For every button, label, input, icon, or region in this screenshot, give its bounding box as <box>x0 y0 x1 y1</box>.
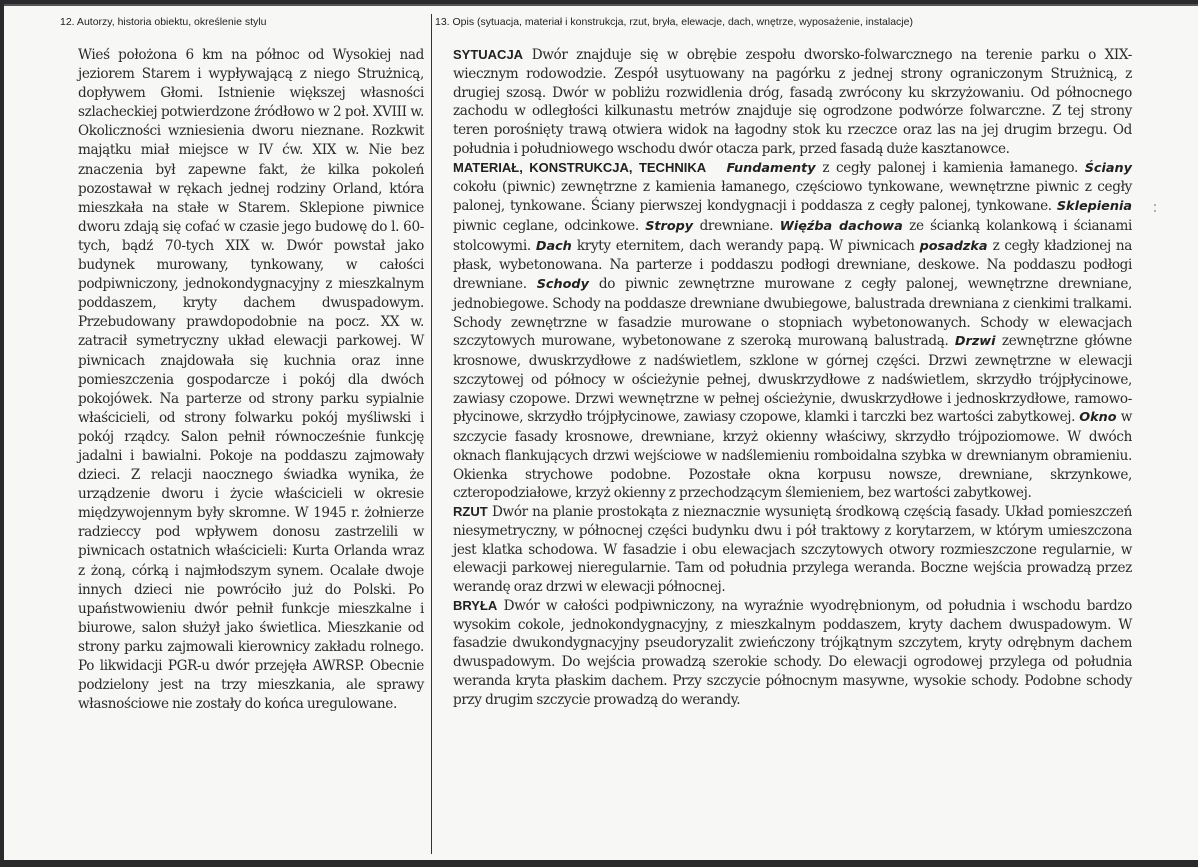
plan-text: Dwór na planie prostokąta z nieznacznie wysuniętą środkową częścią fasady. Układ pomieszczeń niesymetryczny, w północnej części budynku dwu i pół traktowy z korytarzem, w którym umieszczona jest klatka schodowa. W fasadzie i obu elewacjach szczytowych otwory rozmieszczone regularnie, w elewacji parkowej nieregularnie. Tam od południa przylega weranda. Boczne wejścia prowadzą przez werandę oraz drzwi w elewacji północnej. <box>453 504 1132 595</box>
material-text: z cegły kładzionej na płask, wybetonowana. Na parterze i poddaszu podłogi drewniane, deskowe. Na poddaszu podłogi drewniane. <box>453 237 1133 292</box>
material-text: w szczycie fasady krosnowe, drewniane, krzyż okienny właściwy, skrzydło trójpoziomowe. W dwóch oknach flankujących drzwi wejściowe w nadślemieniu romboidalna szybka w drewnianym obramieniu. Okienka strychowe podobne. Pozostałe okna korpusu nowsze, drewniane, skrzynkowe, czteropodziałowe, krzyż okienny z przechodzącym ślemieniem, bez wartości zabytkowej. <box>453 409 1132 502</box>
scan-speck <box>1154 210 1156 212</box>
keyword-sklepienia: Sklepienia <box>1056 199 1132 214</box>
keyword-posadzka: posadzka <box>919 238 988 254</box>
material-text: piwnic ceglane, odcinkowe. <box>453 217 646 234</box>
situation-label: SYTUACJA <box>453 47 524 62</box>
material-text: z cegły palonej i kamienia łamanego. <box>815 159 1085 176</box>
situation-paragraph <box>453 46 1132 159</box>
material-paragraph <box>453 159 1132 504</box>
material-text: ze ścianką kolankową i ścianami stolcowymi. <box>453 217 1133 254</box>
keyword-wiezba-dachowa: Więźba dachowa <box>779 218 903 234</box>
keyword-schody: Schody <box>536 277 589 292</box>
keyword-okno: Okno <box>1079 410 1117 426</box>
description-column <box>453 46 1132 709</box>
massing-text: Dwór w całości podpiwniczony, na wyraźnie wyodrębnionym, od południa i wschodu bardzo wysokim cokole, jednokondygnacyjny, z mieszkalnym poddaszem, kryty dachem dwuspadowym. W fasadzie dwukondygnacyjny pseudoryzalit zwieńczony trójkątnym szczytem, kryty odrębnym dachem dwuspadowym. Do wejścia prowadzą szerokie schody. Do elewacji ogrodowej przylega od południa weranda kryta płaskim dachem. Przy szczycie północnym masywne, wysokie schody. Podobne schody przy drugim szczycie prowadzą do werandy. <box>453 597 1132 708</box>
keyword-sciany: Ściany <box>1084 160 1132 176</box>
keyword-fundamenty: Fundamenty <box>726 160 816 176</box>
keyword-dach: Dach <box>535 238 572 254</box>
section-13-header: 13. Opis (sytuacja, materiał i konstrukcja, rzut, bryła, elewacje, dach, wnętrze, wyposażenie, instalacje) <box>435 16 913 28</box>
document-page <box>4 4 1198 860</box>
scan-speck <box>1154 204 1156 206</box>
situation-text: Dwór znajduje się w obrębie zespołu dworsko-folwarcznego na terenie parku o XIX-wiecznym rodowodzie. Zespół usytuowany na pagórku z jednej strony ograniczonym Strużnicą, z drugiej szosą. Dwór w pobliżu rozwidlenia dróg, fasadą zwrócony ku skrzyżowaniu. Od północnego zachodu w odległości kilkunastu metrów znajduje się ogrodzone podwórze folwarczne. Z tej strony teren porośnięty trawą otwiera widok na łagodny stok ku rzeczce oraz las na jej drugim brzegu. Od południa i południowego wschodu dwór otacza park, przed fasadą duże kasztanowce. <box>453 47 1132 157</box>
material-text: zewnętrzne główne krosnowe, dwuskrzydłowe z nadświetlem, szklone w górnej części. Drzwi zewnętrzne w elewacji szczytowej od północy w ościeżynie pełnej, dwuskrzydłowe z nadświetlem, skrzydło trójpłycinowe, zawiasy czopowe. Drzwi wewnętrzne w pełnej ościeżynie, dwuskrzydłowe i jednoskrzydłowe, ramowo-płycinowe, skrzydło trójpłycinowe, zawiasy czopowe, klamki i tarczki bez wartości zabytkowej. <box>453 333 1132 426</box>
material-text: cokołu (piwnic) zewnętrzne z kamienia łamanego, częściowo tynkowane, wewnętrzne piwnic z cegły palonej, tynkowane. Ściany pierwszej kondygnacji i poddasza z cegły palonej, tynkowane. <box>453 179 1132 214</box>
material-text: do piwnic zewnętrzne murowane z cegły palonej, wewnętrzne drewniane, jednobiegowe. Schody na poddasze drewniane dwubiegowe, balustrada drewniana z cienkimi tralkami. Schody zewnętrzne w fasadzie murowane o stopniach wybetonowanych. Schody w elewacjach szczytowych murowane, wybetonowane z szeroką murowaną balustradą. <box>453 276 1132 350</box>
plan-label: RZUT <box>453 504 488 519</box>
massing-paragraph <box>453 597 1132 710</box>
history-column <box>78 46 424 714</box>
keyword-stropy: Stropy <box>645 218 694 234</box>
section-12-header: 12. Autorzy, historia obiektu, określenie stylu <box>60 16 267 28</box>
massing-label: BRYŁA <box>453 597 498 613</box>
material-text: drewniane. <box>693 217 780 234</box>
keyword-drzwi: Drzwi <box>954 334 996 350</box>
material-label: MATERIAŁ, KONSTRUKCJA, TECHNIKA <box>453 159 707 175</box>
column-divider <box>431 14 432 854</box>
plan-paragraph <box>453 503 1132 597</box>
history-paragraph: Wieś położona 6 km na północ od Wysokiej nad jeziorem Starem i wypływającą z niego Strużnicą, dopływem Głomi. Istnienie większej własności szlacheckiej potwierdzone źródłowo w 2 poł. XVIII w. Okoliczności wzniesienia dworu nieznane. Rozkwit majątku miał miejsce w IV ćw. XIX w. Nie bez znaczenia był zapewne fakt, że kilka pokoleń pozostawał w rękach jednej rodziny Orland, która mieszkała na stałe w Starem. Sklepione piwnice dworu zdają się cofać w czasie jego budowę do l. 60-tych, bądź 70-tych XIX w. Dwór powstał jako budynek murowany, tynkowany, w całości podpiwniczony, jednokondygnacyjny z mieszkalnym poddaszem, kryty dachem dwuspadowym. Przebudowany prawdopodobnie na pocz. XX w. zatracił symetryczny układ elewacji parkowej. W piwnicach znajdowała się kuchnia oraz inne pomieszczenia gospodarcze i pokój dla dwóch pokojówek. Na parterze od strony parku sypialnie właścicieli, od strony folwarku pokój myśliwski i pokój rządcy. Salon pełnił równocześnie funkcję jadalni i bawialni. Pokoje na poddaszu zajmowały dzieci. Z relacji naocznego świadka wynika, że urządzenie dworu i życie właścicieli w okresie międzywojennym były skromne. W 1945 r. żołnierze radzieccy pod wpływem donosu zastrzelili w piwnicach ostatnich właścicieli: Kurta Orlanda wraz z żoną, córką i najmłodszym synem. Ocalałe dwoje innych dzieci nie powróciło już do Polski. Po upaństwowieniu dwór pełnił funkcje mieszkalne i biurowe, salon służył jako świetlica. Mieszkanie od strony parku zajmowali kierownicy zakładu rolnego. Po likwidacji PGR-u dwór przejęła AWRSP. Obecnie podzielony jest na trzy mieszkania, ale sprawy własnościowe nie zostały do końca uregulowane. <box>78 47 424 713</box>
material-text: kryty eternitem, dach werandy papą. W piwnicach <box>571 237 920 254</box>
